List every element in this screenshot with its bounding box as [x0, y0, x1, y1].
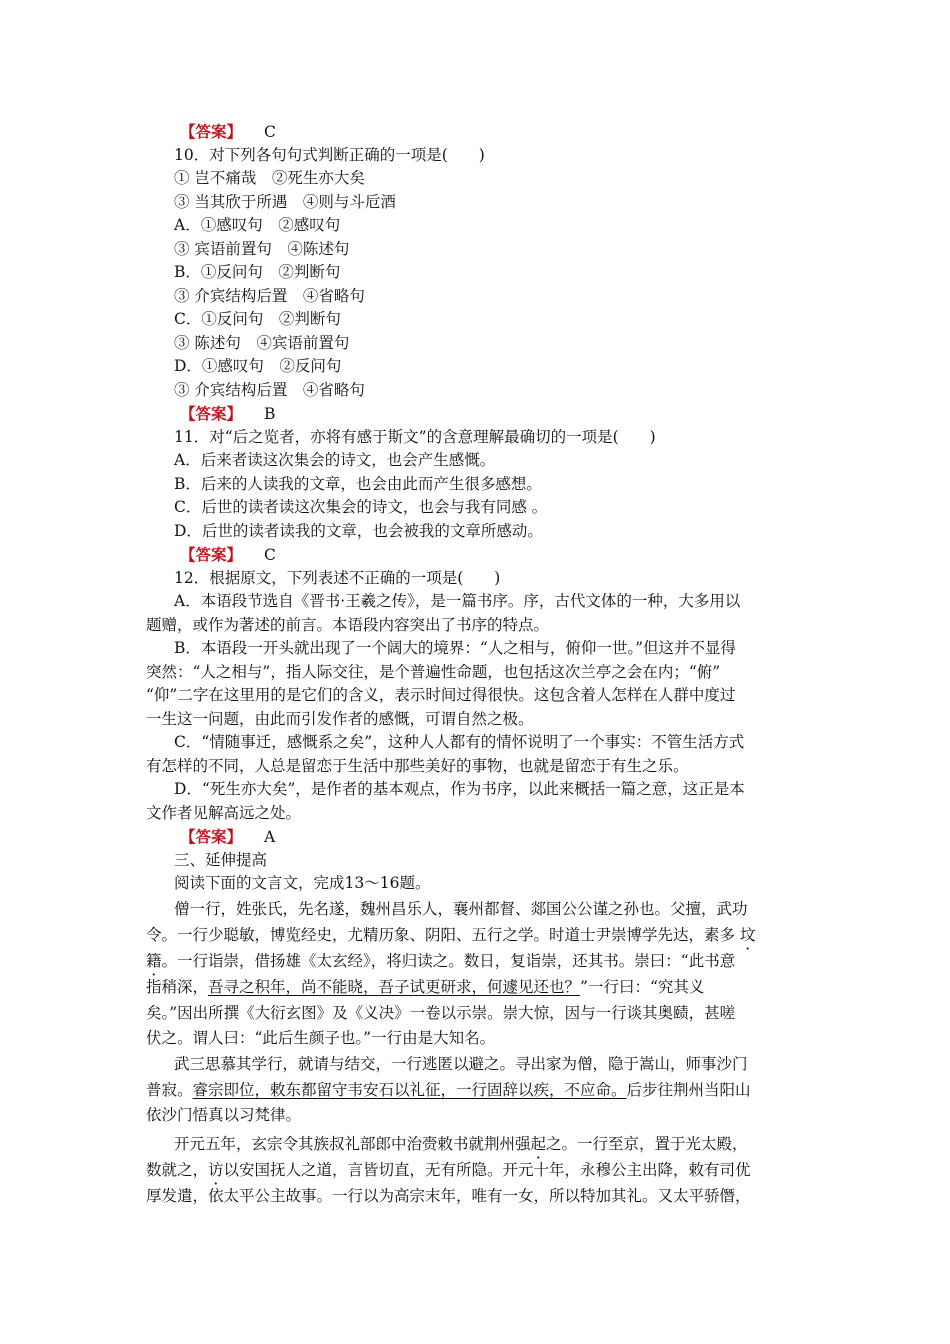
- q12-option-b-cont-2: “仰”二字在这里用的是它们的含义，表示时间过得很快。这包含着人怎样在人群中度过: [146, 686, 736, 704]
- q12-option-c-cont: 有怎样的不同，人总是留恋于生活中那些美好的事物，也就是留恋于有生之乐。: [146, 757, 689, 775]
- q12-option-b: B．本语段一开头就出现了一个阔大的境界：“人之相与，俯仰一世。”但这并不显得: [174, 639, 736, 657]
- dotted-char: 访: [208, 1161, 224, 1179]
- q12-option-b-cont-1: 突然：“人之相与”，指人际交往，是个普遍性命题，也包括这次兰亭之会在内；“俯”: [146, 663, 721, 681]
- q12-option-a-cont: 题赠，或作为著述的前言。本语段内容突出了书序的特点。: [146, 616, 550, 634]
- passage-p3-line-3: 厚发遣，依太平公主故事。一行以为高宗末年，唯有一女，所以特加其礼。又太平骄僭，: [146, 1187, 751, 1205]
- q10-option-a: A．①感叹句 ②感叹句: [174, 216, 341, 234]
- underlined-sentence-1: 吾寻之积年，尚不能晓，吾子试更研求，何遽见还也？: [208, 978, 581, 996]
- q10-sentences-2: ③ 当其欣于所遇 ④则与斗卮酒: [174, 193, 396, 211]
- text-run: ”一行曰：“究其义: [580, 978, 705, 996]
- q12-option-c: C．“情随事迁，感慨系之矣”，这种人人都有的情怀说明了一个事实：不管生活方式: [174, 733, 745, 751]
- passage-p1-line-5: 矣。”因出所撰《大衍玄图》及《义决》一卷以示崇。崇大惊，因与一行谈其奥赜，甚嗟: [146, 1004, 736, 1022]
- dotted-char: 坟: [739, 926, 756, 944]
- passage-p1-line-6: 伏之。谓人曰：“此后生颜子也。”一行由是大知名。: [146, 1029, 496, 1047]
- text-run: 之。一行至京，置于光太殿，: [546, 1135, 748, 1153]
- text-run: 后步往荆州当阳山: [626, 1081, 751, 1099]
- answer-line-9: [180, 120, 276, 144]
- question-11: 11．对“后之览者，亦将有感于斯文”的含意理解最确切的一项是( ): [174, 428, 656, 446]
- q11-option-d: D．后世的读者读我的文章，也会被我的文章所感动。: [174, 522, 543, 540]
- question-12: 12．根据原文，下列表述不正确的一项是( ): [174, 569, 501, 587]
- answer-tag: 【答案】: [180, 122, 243, 141]
- answer-value: A: [264, 828, 276, 846]
- q10-option-c-cont: ③ 陈述句 ④宾语前置句: [174, 334, 350, 352]
- text-run: 令。一行少聪敏，博览经史，尤精历象、阴阳、五行之学。时道士尹崇博学先达，素多: [146, 926, 736, 944]
- text-run: 指稍深，: [146, 978, 209, 996]
- passage-p2-line-2: [146, 1079, 751, 1102]
- answer-value: C: [264, 546, 276, 564]
- q12-option-d: D．“死生亦大矣”，是作者的基本观点，作为书序，以此来概括一篇之意，这正是本: [174, 780, 745, 798]
- answer-value: C: [264, 123, 276, 141]
- text-run: 。一行诣崇，借扬雄《太玄经》，将归读之。数日，复诣崇，还其书。崇曰：“此书意: [161, 952, 736, 970]
- passage-p1-line-3: [146, 950, 735, 973]
- q11-option-c: C．后世的读者读这次集会的诗文，也会与我有同感 。: [174, 498, 548, 516]
- answer-line-10: [180, 402, 275, 426]
- q11-option-a: A．后来者读这次集会的诗文，也会产生感慨。: [174, 451, 496, 469]
- q10-option-d: D．①感叹句 ②反问句: [174, 357, 342, 375]
- q12-option-d-cont: 文作者见解高远之处。: [146, 804, 302, 822]
- answer-line-11: [180, 543, 276, 567]
- answer-line-12: [180, 825, 275, 849]
- passage-p2-line-3: 依沙门悟真以习梵律。: [146, 1106, 302, 1124]
- text-run: 数就之，: [146, 1161, 209, 1179]
- q10-option-c: C．①反问句 ②判断句: [174, 310, 341, 328]
- underlined-sentence-2: 睿宗即位，敕东都留守韦安石以礼征，一行固辞以疾，不应命。: [192, 1081, 627, 1099]
- passage-p2-line-1: 武三思慕其学行，就请与结交，一行逃匿以避之。寻出家为僧，隐于嵩山，师事沙门: [174, 1055, 748, 1073]
- q10-option-a-cont: ③ 宾语前置句 ④陈述句: [174, 240, 350, 258]
- q12-option-a: A．本语段节选自《晋书·王羲之传》，是一篇书序。序，古代文体的一种，大多用以: [174, 592, 741, 610]
- q12-option-b-cont-3: 一生这一问题，由此而引发作者的感慨，可谓自然之极。: [146, 710, 534, 728]
- passage-p3-line-1: [174, 1133, 748, 1156]
- section-heading: 三、延伸提高: [174, 851, 268, 869]
- answer-tag: 【答案】: [180, 545, 243, 564]
- passage-p1-line-2: [146, 924, 755, 947]
- dotted-char: 籍: [146, 952, 162, 970]
- reading-instruction: 阅读下面的文言文，完成13～16题。: [174, 874, 431, 892]
- passage-p1-line-1: 僧一行，姓张氏，先名遂，魏州昌乐人，襄州都督、郯国公公谨之孙也。父擅，武功: [174, 900, 748, 918]
- question-10: 10．对下列各句句式判断正确的一项是( ): [174, 146, 485, 164]
- answer-tag: 【答案】: [180, 404, 243, 423]
- passage-p1-line-4: [146, 976, 704, 999]
- text-run: 以安国抚人之道，言皆切直，无有所隐。开元十年，永穆公主出降，敕有司优: [223, 1161, 751, 1179]
- passage-p3-line-2: [146, 1159, 751, 1182]
- dotted-char: 起: [530, 1135, 547, 1153]
- q10-option-b: B．①反问句 ②判断句: [174, 263, 341, 281]
- text-run: 普寂。: [146, 1081, 193, 1099]
- q11-option-b: B．后来的人读我的文章，也会由此而产生很多感想。: [174, 475, 542, 493]
- q10-sentences-1: ① 岂不痛哉 ②死生亦大矣: [174, 169, 365, 187]
- answer-tag: 【答案】: [180, 827, 243, 846]
- q10-option-b-cont: ③ 介宾结构后置 ④省略句: [174, 287, 365, 305]
- answer-value: B: [264, 405, 276, 423]
- text-run: 开元五年，玄宗令其族叔礼部郎中治赍敕书就荆州强: [174, 1135, 531, 1153]
- q10-option-d-cont: ③ 介宾结构后置 ④省略句: [174, 381, 365, 399]
